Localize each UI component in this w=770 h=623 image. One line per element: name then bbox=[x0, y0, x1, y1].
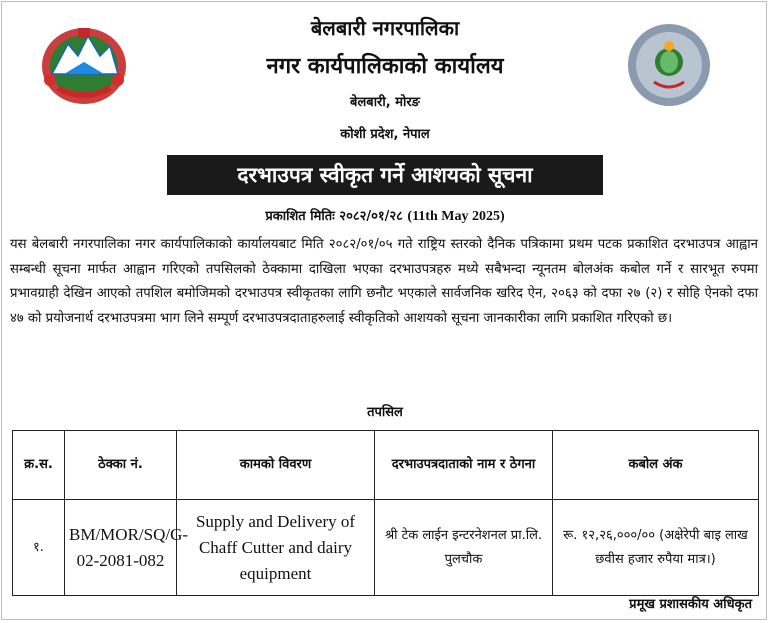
office-name: नगर कार्यपालिकाको कार्यालय bbox=[266, 54, 504, 79]
col-header-bidder: दरभाउपत्रदाताको नाम र ठेगना bbox=[375, 431, 553, 500]
body-line: ऐनको दफा ४७ को प्रयोजनार्थ दरभाउपत्रमा भाग लिने सम्पूर्ण दरभाउपत्रदाताहरुलाई स्वीकृतिको आशयको सूचना bbox=[10, 286, 758, 326]
cell-description: Supply and Delivery of Chaff Cutter and dairy equipment bbox=[177, 500, 375, 596]
col-header-contract-no: ठेक्का नं. bbox=[65, 431, 177, 500]
body-line: प्रथम पटक प्रकाशित दरभाउपत्र आह्वान सम्बन्धी सूचना मार्फत आह्वान गरिएको तपसिलको ठेक्कामा दाखिला bbox=[10, 237, 758, 277]
body-line: भएका दरभाउपत्रहरु मध्ये सबैभन्दा न्यूनतम बोलअंक कबोल गर्ने र सारभूत रुपमा प्रभावग्राही देखिन आएको तपशिल bbox=[10, 261, 758, 302]
table-row bbox=[13, 500, 759, 596]
body-line: बमोजिमको दरभाउपत्र स्वीकृतका लागि छनौट भएकाले सार्वजनिक खरिद ऐन, २०६३ को दफा २७ (२) र सोहि bbox=[176, 286, 700, 302]
table-header-row bbox=[13, 431, 759, 500]
signoff-title: प्रमूख प्रशासकीय अधिकृत bbox=[629, 597, 752, 612]
col-header-amount: कबोल अंक bbox=[553, 431, 759, 500]
municipality-name: बेलबारी नगरपालिका bbox=[310, 16, 460, 40]
body-line: जानकारीका लागि प्रकाशित गरिएको छ। bbox=[483, 310, 673, 326]
table-title: तपसिल bbox=[367, 405, 403, 420]
cell-bidder: श्री टेक लाईन इन्टरनेशनल प्रा.लि. पुलचौक bbox=[375, 500, 553, 596]
notice-body bbox=[10, 233, 758, 331]
published-date-label: प्रकाशित मितिः २०८२/०१/२८ bbox=[265, 209, 403, 224]
published-date-english: (11th May 2025) bbox=[407, 209, 505, 224]
cell-amount: रू. १२,२६,०००/०० (अक्षेरेपी बाइ लाख छवीस हजार रुपैया मात्र।) bbox=[553, 500, 759, 596]
body-line: यस बेलबारी नगरपालिका नगर कार्यपालिकाको कार्यालयबाट मिति २०८२/०१/०५ गते राष्ट्रिय स्तरको दैनिक पत्रिकामा bbox=[10, 237, 564, 252]
cell-contract-no: BM/MOR/SQ/G-02-2081-082 bbox=[65, 500, 177, 596]
col-header-description: कामको विवरण bbox=[177, 431, 375, 500]
notice-title: दरभाउपत्र स्वीकृत गर्ने आशयको सूचना bbox=[167, 155, 603, 195]
province-text: कोशी प्रदेश, नेपाल bbox=[340, 127, 430, 142]
cell-sn: १. bbox=[13, 500, 65, 596]
col-header-sn: क्र.स. bbox=[13, 431, 65, 500]
details-table bbox=[12, 430, 759, 596]
published-date bbox=[0, 206, 770, 225]
location-text: बेलबारी, मोरङ bbox=[350, 95, 420, 110]
